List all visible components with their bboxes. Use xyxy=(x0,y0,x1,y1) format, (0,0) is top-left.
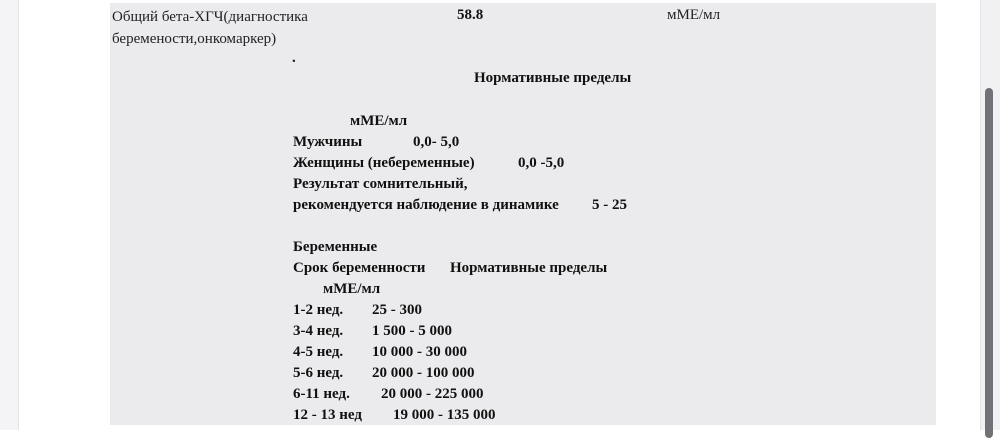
pregnancy-range: 19 000 - 135 000 xyxy=(393,407,496,423)
result-panel xyxy=(110,3,936,425)
pregnancy-range: 20 000 - 100 000 xyxy=(372,365,475,381)
left-gutter xyxy=(0,0,19,430)
pregnancy-range: 10 000 - 30 000 xyxy=(372,344,467,360)
women-label: Женщины (небеременные) xyxy=(293,155,475,171)
pregnancy-range: 1 500 - 5 000 xyxy=(372,323,452,339)
men-label: Мужчины xyxy=(293,134,363,150)
test-value: 58.8 xyxy=(457,7,484,23)
test-name-line2: беремености,онкомаркер) xyxy=(112,31,277,47)
pregnant-header-limits: Нормативные пределы xyxy=(450,260,608,276)
reference-title: Нормативные пределы xyxy=(474,70,632,86)
pregnancy-range: 20 000 - 225 000 xyxy=(381,386,484,402)
doubtful-line2: рекомендуется наблюдение в динамике xyxy=(293,197,559,213)
pregnancy-term: 5-6 нед. xyxy=(293,365,344,381)
men-range: 0,0- 5,0 xyxy=(413,134,460,150)
pregnant-unit: мМЕ/мл xyxy=(323,281,381,297)
scrollbar-thumb[interactable] xyxy=(985,88,993,438)
test-name xyxy=(112,6,308,50)
reference-unit: мМЕ/мл xyxy=(350,113,408,129)
pregnancy-range: 25 - 300 xyxy=(372,302,422,318)
pregnancy-term: 12 - 13 нед xyxy=(293,407,362,423)
pregnancy-term: 4-5 нед. xyxy=(293,344,344,360)
doubtful-range: 5 - 25 xyxy=(592,197,627,213)
pregnancy-term: 6-11 нед. xyxy=(293,386,350,402)
pregnant-title: Беременные xyxy=(293,239,378,255)
women-range: 0,0 -5,0 xyxy=(518,155,565,171)
pregnancy-term: 1-2 нед. xyxy=(293,302,344,318)
test-unit: мМЕ/мл xyxy=(667,7,721,23)
doubtful-line1: Результат сомнительный, xyxy=(293,176,468,192)
separator-dot: . xyxy=(292,50,296,66)
test-name-line1: Общий бета-ХГЧ(диагностика xyxy=(112,9,308,25)
pregnant-header-term: Срок беременности xyxy=(293,260,426,276)
pregnancy-term: 3-4 нед. xyxy=(293,323,344,339)
